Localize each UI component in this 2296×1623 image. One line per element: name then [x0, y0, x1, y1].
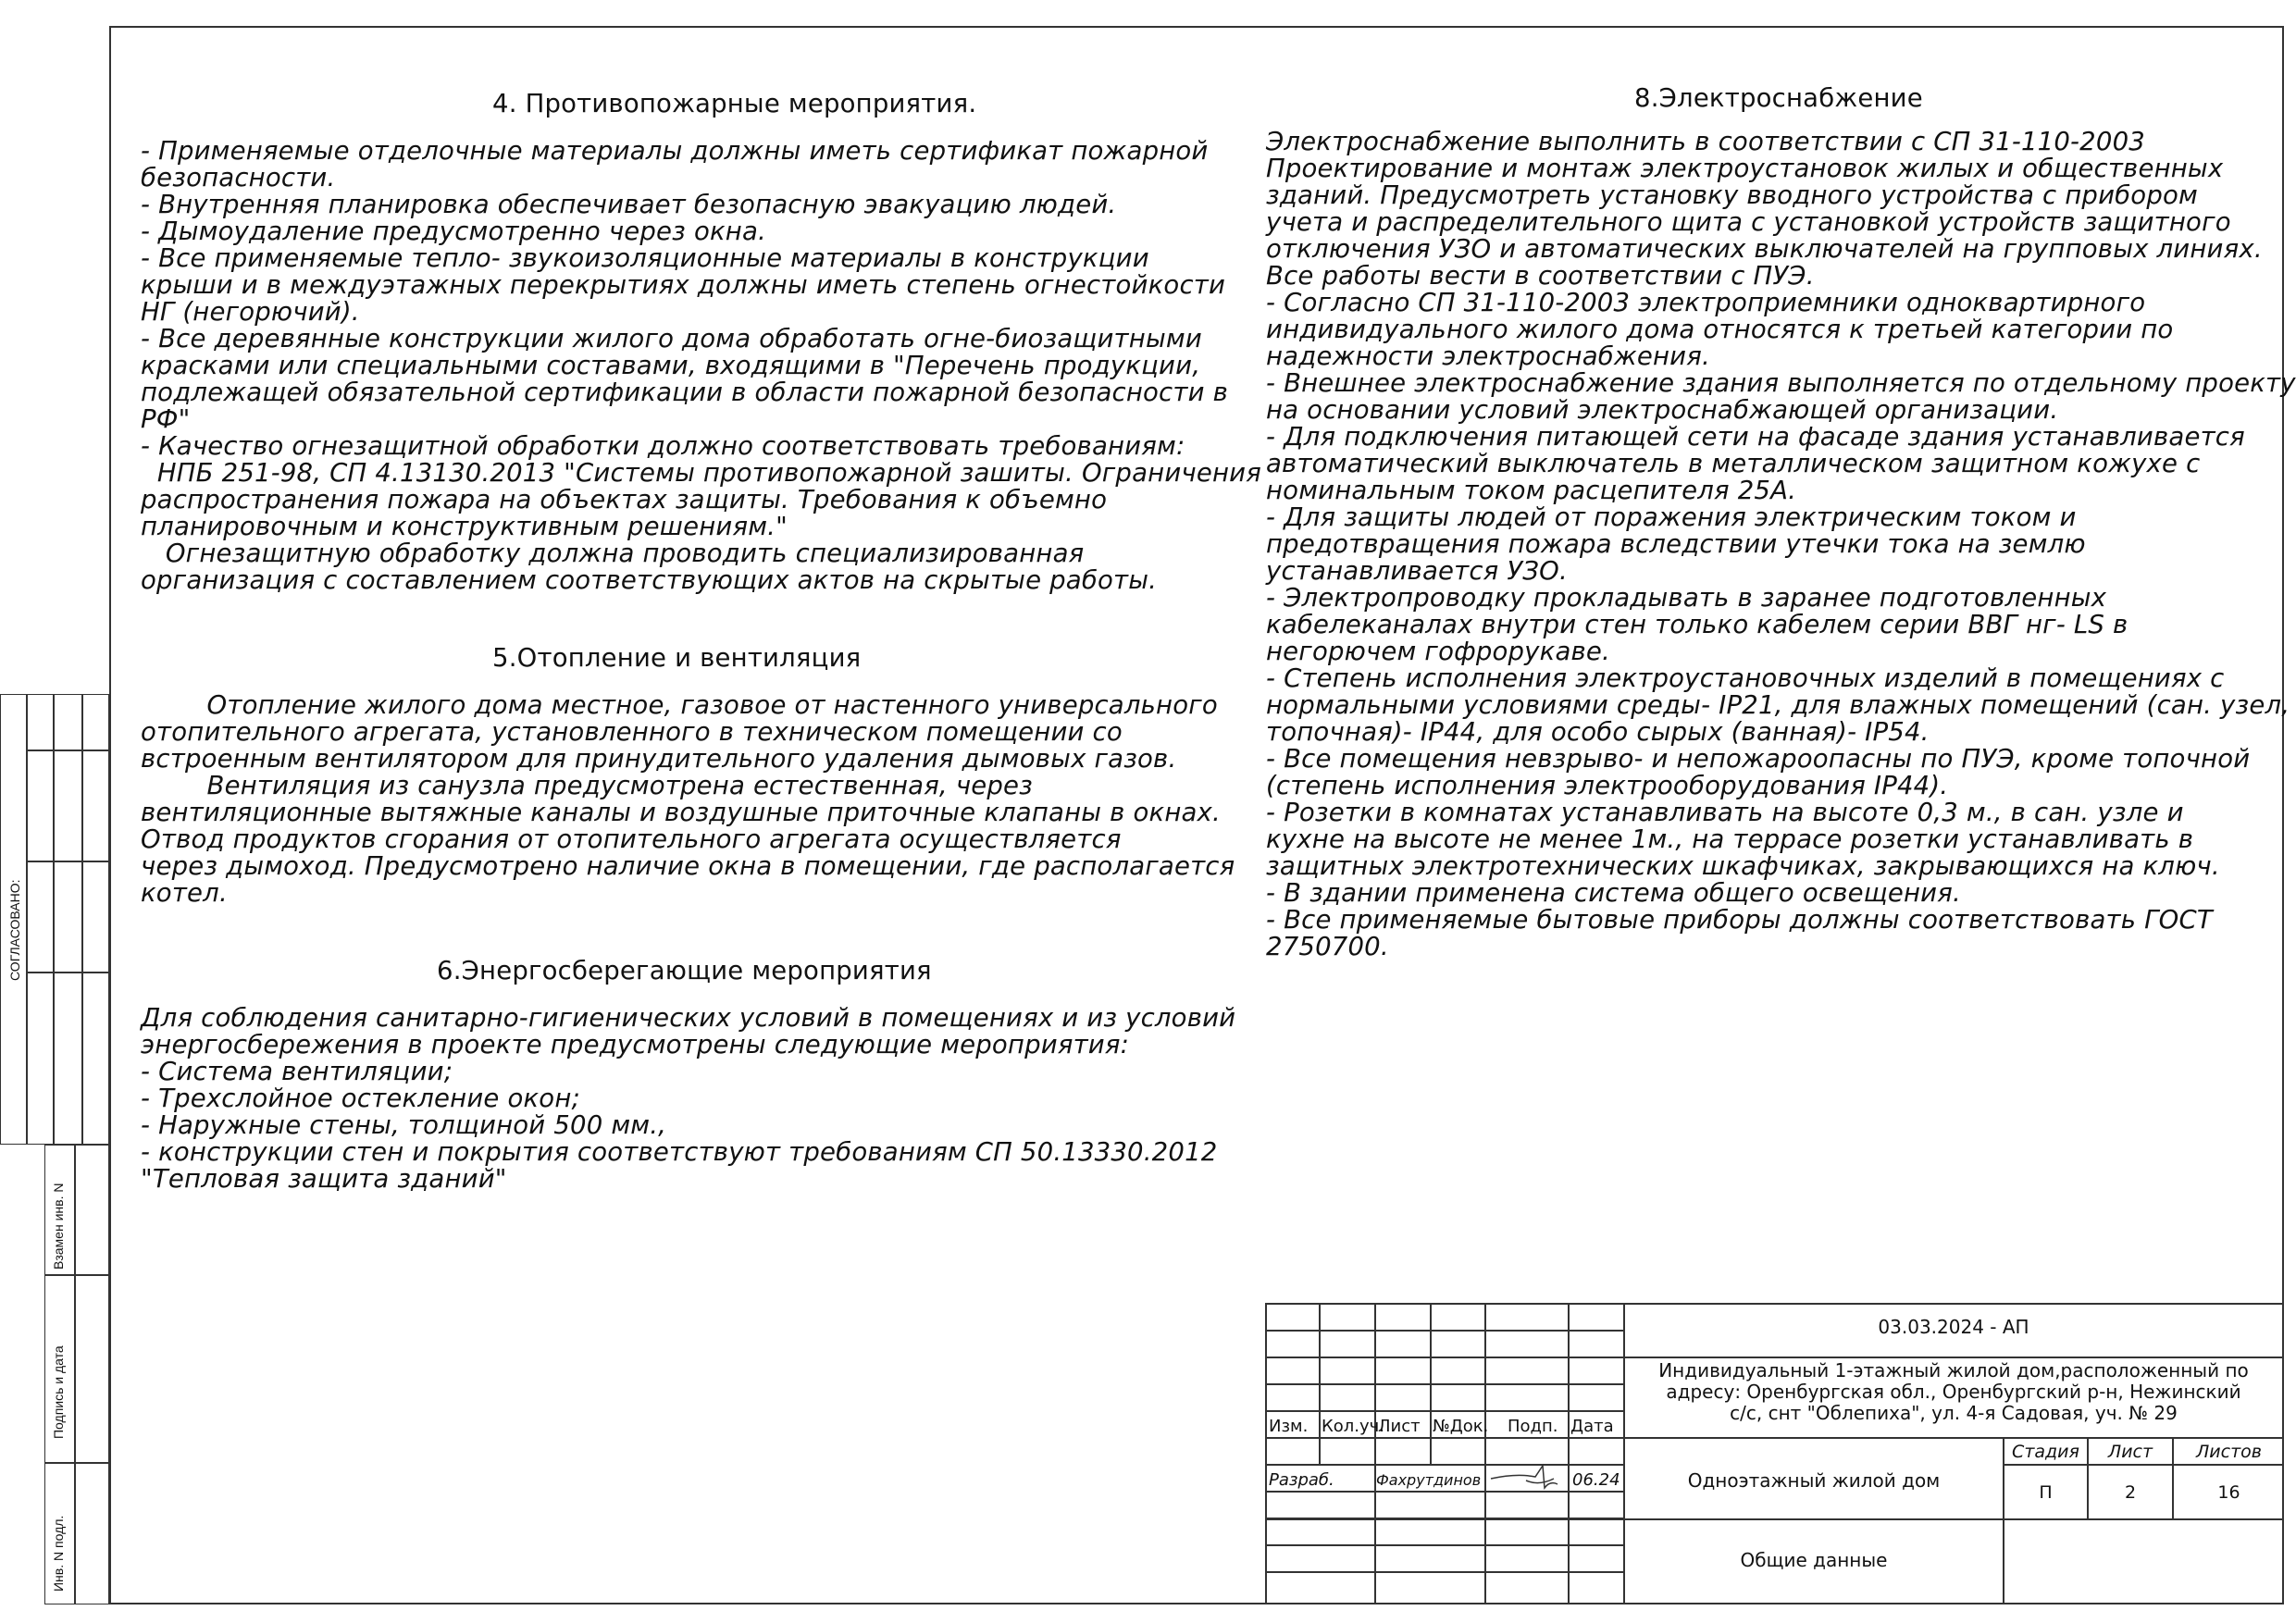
text-line: учета и распределительного щита с установкой устройств защитного: [1266, 207, 2231, 237]
section-5-title: 5.Отопление и вентиляция: [492, 643, 862, 673]
text-line: индивидуального жилого дома относятся к третьей категории по: [1266, 315, 2174, 344]
text-line: крыши и в междуэтажных перекрытиях должны иметь степень огнестойкости: [141, 270, 1226, 300]
text-line: - Все помещения невзрыво- и непожароопасны по ПУЭ, кроме топочной: [1266, 744, 2251, 774]
text-line: - Качество огнезащитной обработки должно соответствовать требованиям:: [141, 431, 1185, 461]
project-description: Индивидуальный 1-этажный жилой дом,расположенный по адресу: Оренбургская обл., Оренбургский р-н, Нежинский с/с, снт "Облепиха", ул. 4-я Садовая, уч. № 29: [1658, 1359, 2249, 1424]
text-line: Для соблюдения санитарно-гигиенических условий в помещениях и из условий: [141, 1003, 1236, 1033]
section-6-title: 6.Энергосберегающие мероприятия: [437, 956, 932, 985]
title-block: [1265, 1303, 2284, 1604]
text-line: встроенным вентилятором для принудительного удаления дымовых газов.: [141, 744, 1177, 774]
text-line: отопительного агрегата, установленного в техническом помещении со: [141, 717, 1123, 747]
text-line: на основании условий электроснабжающей организации.: [1266, 395, 2059, 425]
text-line: предотвращения пожара вследствии утечки тока на землю: [1266, 529, 2086, 559]
text-line: (степень исполнения электрооборудования IP44).: [1266, 771, 1949, 800]
text-line: надежности электроснабжения.: [1266, 341, 1710, 371]
text-line: номинальным током расцепителя 25А.: [1266, 476, 1797, 505]
sheets-value: 16: [2217, 1482, 2240, 1503]
text-line: 2750700.: [1266, 932, 1389, 961]
stage-value: П: [2039, 1482, 2053, 1503]
sheet-name: Общие данные: [1740, 1549, 1888, 1571]
text-line: красками или специальными составами, входящими в "Перечень продукции,: [141, 351, 1201, 380]
text-line: кабелеканалах внутри стен только кабелем серии ВВГ нг- LS в: [1266, 610, 2128, 639]
sheet-label: Лист: [2107, 1442, 2153, 1462]
stage-label: Стадия: [2012, 1442, 2079, 1462]
text-line: - Трехслойное остекление окон;: [141, 1084, 580, 1113]
razrab-name: Фахрутдинов: [1376, 1471, 1482, 1489]
drawing-name: Одноэтажный жилой дом: [1687, 1469, 1941, 1492]
text-line: - Система вентиляции;: [141, 1057, 453, 1086]
header-data: Дата: [1570, 1417, 1614, 1436]
text-line: - Наружные стены, толщиной 500 мм.,: [141, 1110, 667, 1140]
text-line: отключения УЗО и автоматических выключателей на групповых линиях.: [1266, 234, 2263, 264]
section-8-title: 8.Электроснабжение: [1634, 83, 1923, 113]
text-line: организация с составлением соответствующих актов на скрытые работы.: [141, 565, 1158, 595]
text-line: Огнезащитную обработку должна проводить специализированная: [141, 539, 1085, 568]
text-line: - Для защиты людей от поражения электрическим током и: [1266, 502, 2077, 532]
section-6-body: [141, 1003, 1236, 1194]
section-8-body: [1266, 127, 2296, 961]
text-line: планировочным и конструктивным решениям.": [141, 512, 788, 541]
text-line: - Внутренняя планировка обеспечивает безопасную эвакуацию людей.: [141, 190, 1117, 219]
text-line: устанавливается УЗО.: [1266, 556, 1568, 586]
text-line: распространения пожара на объектах защиты. Требования к объемно: [141, 485, 1108, 514]
header-kol-uch: Кол.уч.: [1322, 1417, 1385, 1436]
text-line: защитных электротехнических шкафчиках, закрывающихся на ключ.: [1266, 851, 2220, 881]
razrab-date: 06.24: [1572, 1470, 1620, 1490]
text-line: подлежащей обязательной сертификации в области пожарной безопасности в: [141, 378, 1229, 407]
text-line: НГ (негорючий).: [141, 297, 360, 327]
text-line: котел.: [141, 878, 228, 908]
text-line: - Степень исполнения электроустановочных изделий в помещениях с: [1266, 663, 2225, 693]
text-line: - Внешнее электроснабжение здания выполняется по отдельному проекту: [1266, 368, 2296, 398]
text-line: РФ": [141, 404, 191, 434]
replaced-inv-label: Взамен инв. N: [51, 1183, 66, 1270]
text-line: негорючем гофрорукаве.: [1266, 637, 1610, 666]
text-line: - Для подключения питающей сети на фасаде здания устанавливается: [1266, 422, 2245, 452]
text-line: - Электропроводку прокладывать в заранее подготовленных: [1266, 583, 2107, 613]
text-line: - В здании применена система общего освещения.: [1266, 878, 1961, 908]
signature-icon: [1489, 1460, 1565, 1492]
text-line: нормальными условиями среды- IP21, для влажных помещений (сан. узел,: [1266, 690, 2290, 720]
right-column: [1266, 83, 2296, 961]
text-line: через дымоход. Предусмотрено наличие окна в помещении, где располагается: [141, 851, 1235, 881]
section-5-body: [141, 690, 1235, 908]
text-line: Вентиляция из санузла предусмотрена естественная, через: [141, 771, 1033, 800]
text-line: - Применяемые отделочные материалы должны иметь сертификат пожарной: [141, 136, 1209, 166]
text-line: Все работы вести в соответствии с ПУЭ.: [1266, 261, 1815, 291]
text-line: зданий. Предусмотреть установку вводного устройства с прибором: [1266, 180, 2198, 210]
text-line: безопасности.: [141, 163, 336, 192]
sheets-label: Листов: [2196, 1442, 2262, 1462]
text-line: НПБ 251-98, СП 4.13130.2013 "Системы противопожарной зашиты. Ограничения: [141, 458, 1261, 488]
text-line: - конструкции стен и покрытия соответствуют требованиям СП 50.13330.2012: [141, 1137, 1218, 1167]
razrab-label: Разраб.: [1269, 1470, 1334, 1490]
text-line: - Розетки в комнатах устанавливать на высоте 0,3 м., в сан. узле и: [1266, 798, 2184, 827]
text-line: Проектирование и монтаж электроустановок жилых и общественных: [1266, 154, 2224, 183]
text-line: - Все применяемые бытовые приборы должны соответствовать ГОСТ: [1266, 905, 2213, 935]
header-podp: Подп.: [1508, 1417, 1558, 1436]
left-column: [141, 89, 1261, 1194]
text-line: Электроснабжение выполнить в соответствии с СП 31-110-2003: [1266, 127, 2145, 156]
text-line: топочная)- IP44, для особо сырых (ванная)- IP54.: [1266, 717, 1930, 747]
text-line: - Дымоудаление предусмотренно через окна.: [141, 217, 766, 246]
text-line: - Все деревянные конструкции жилого дома обработать огне-биозащитными: [141, 324, 1202, 353]
text-line: - Согласно СП 31-110-2003 электроприемники одноквартирного: [1266, 288, 2146, 317]
document-code: 03.03.2024 - АП: [1878, 1316, 2029, 1338]
text-line: кухне на высоте не менее 1м., на террасе розетки устанавливать в: [1266, 824, 2194, 854]
header-list: Лист: [1378, 1417, 1421, 1436]
section-4-title: 4. Противопожарные мероприятия.: [492, 89, 977, 118]
agreed-label: СОГЛАСОВАНО:: [7, 879, 22, 981]
text-line: Отопление жилого дома местное, газовое от настенного универсального: [141, 690, 1218, 720]
sheet-value: 2: [2124, 1482, 2137, 1503]
text-line: вентиляционные вытяжные каналы и воздушные приточные клапаны в окнах.: [141, 798, 1221, 827]
header-izm: Изм.: [1269, 1417, 1309, 1436]
inv-orig-label: Инв. N подл.: [51, 1515, 66, 1592]
text-line: энергосбережения в проекте предусмотрены следующие мероприятия:: [141, 1030, 1130, 1059]
header-ndoc: №Док.: [1433, 1417, 1489, 1436]
text-line: автоматический выключатель в металлическом защитном кожухе с: [1266, 449, 2201, 478]
text-line: - Все применяемые тепло- звукоизоляционные материалы в конструкции: [141, 243, 1149, 273]
text-line: "Тепловая защита зданий": [141, 1164, 507, 1194]
sign-date-label: Подпись и дата: [51, 1345, 66, 1439]
text-line: Отвод продуктов сгорания от отопительного агрегата осуществляется: [141, 824, 1122, 854]
section-4-body: [141, 136, 1261, 595]
